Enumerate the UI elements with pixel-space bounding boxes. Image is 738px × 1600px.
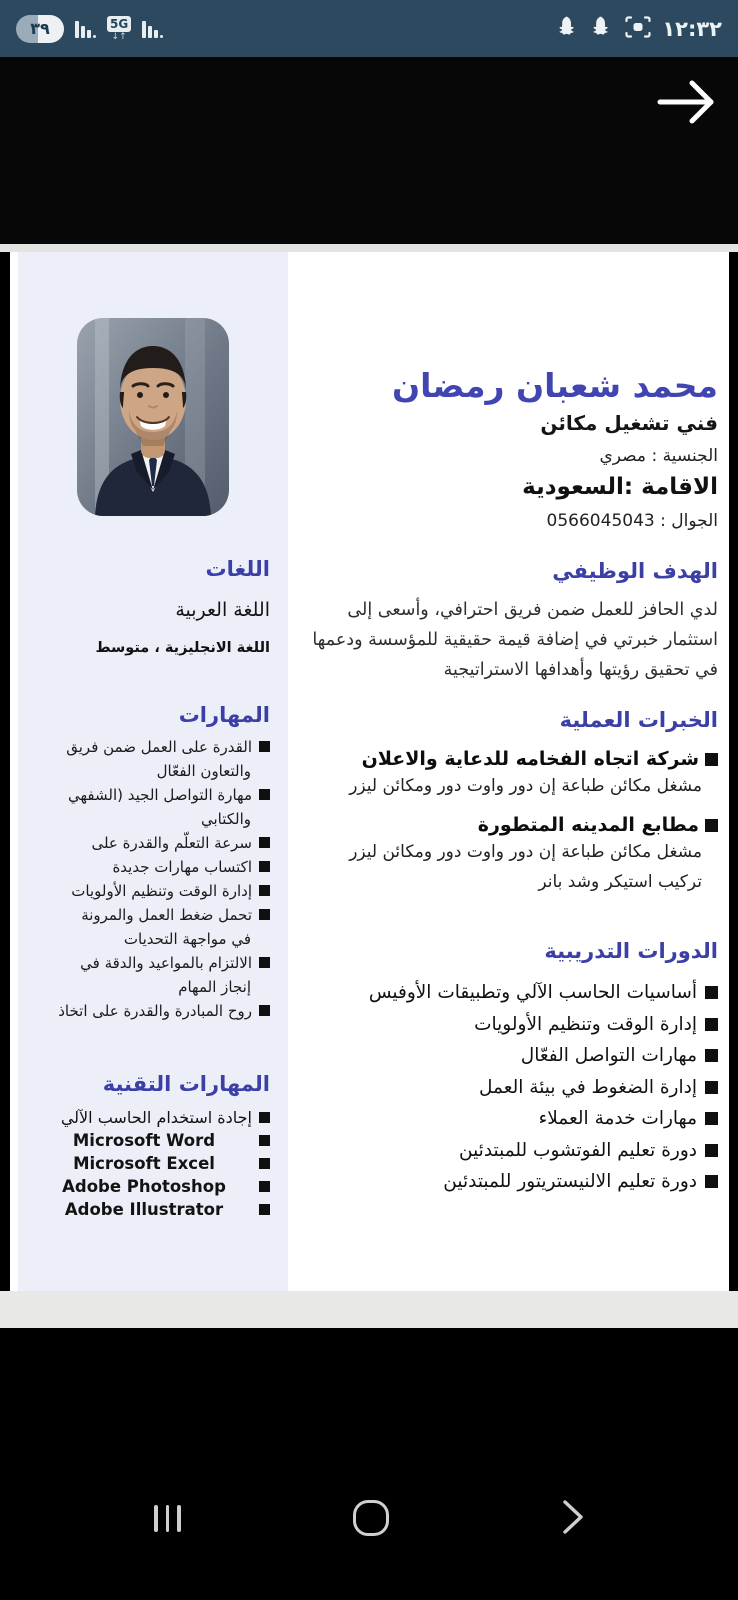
bullet-square-icon (259, 1135, 270, 1146)
bullet-square-icon (259, 957, 270, 968)
bullet-square-icon (259, 1112, 270, 1123)
viewer-header (0, 57, 738, 244)
snapchat-notification-icon (557, 15, 580, 42)
bullet-square-icon (705, 1112, 718, 1125)
battery-percent: ٣٩ (30, 19, 50, 38)
recents-button[interactable] (148, 1499, 187, 1538)
experience-company: مطابع المدينه المتطورة (294, 814, 718, 836)
languages-title: اللغات (205, 557, 270, 581)
bullet-square-icon (259, 789, 270, 800)
bullet-square-icon (259, 861, 270, 872)
training-item: أساسيات الحاسب الآلي وتطبيقات الأوفيس (294, 977, 718, 1009)
experience-detail: مشغل مكائن طباعة إن دور واوت دور ومكائن ليزر (349, 776, 702, 796)
page-bottom-divider (0, 1291, 738, 1328)
bullet-square-icon (259, 909, 270, 920)
experience-title: الخبرات العملية (559, 708, 718, 732)
training-list (294, 977, 718, 1198)
tech-skill-item: إجادة استخدام الحاسب الآلي (36, 1106, 270, 1129)
back-arrow-button[interactable] (654, 73, 718, 133)
skill-item: إدارة الوقت وتنظيم الأولويات (36, 879, 270, 903)
bullet-square-icon (705, 986, 718, 999)
training-item: مهارات التواصل الفعّال (294, 1040, 718, 1072)
cv-page (10, 252, 729, 1291)
home-circle-icon (353, 1500, 389, 1536)
skill-item: مهارة التواصل الجيد (الشفهي (36, 783, 270, 807)
skill-item: الالتزام بالمواعيد والدقة في (36, 951, 270, 975)
bullet-square-icon (705, 1144, 718, 1157)
skill-item-continuation: والكتابي (200, 810, 251, 828)
skill-item: اكتساب مهارات جديدة (36, 855, 270, 879)
data-arrows-icon: ↓↑ (111, 31, 127, 42)
skill-item-continuation: والتعاون الفعّال (156, 762, 251, 780)
bullet-square-icon (259, 1005, 270, 1016)
training-item: دورة تعليم الفوتشوب للمبتدئين (294, 1135, 718, 1167)
snapchat-notification-icon (591, 15, 614, 42)
cv-sidebar (18, 252, 288, 1291)
bullet-square-icon (705, 819, 718, 832)
bullet-square-icon (705, 753, 718, 766)
bullet-square-icon (705, 1049, 718, 1062)
skills-title: المهارات (178, 703, 270, 727)
skill-item: تحمل ضغط العمل والمرونة (36, 903, 270, 927)
nationality-line: الجنسية : مصري (599, 446, 718, 466)
objective-text: لدي الحافز للعمل ضمن فريق احترافي، وأسعى إلى استثمار خبرتي في إضافة قيمة حقيقية للمؤسسة ودعمها في تحقيق رؤيتها وأهدافها الاستراتيجية (312, 600, 718, 680)
clock-time: ١٢:٣٢ (662, 16, 722, 41)
battery-indicator (16, 15, 64, 43)
tech-skill-item: Adobe Photoshop (36, 1175, 270, 1198)
right-arrow-icon (655, 74, 717, 130)
recents-bars-icon (154, 1505, 181, 1532)
skill-item-continuation: في مواجهة التحديات (123, 930, 251, 948)
experience-detail: مشغل مكائن طباعة إن دور واوت دور ومكائن ليزر (349, 842, 702, 862)
objective-title: الهدف الوظيفي (552, 559, 718, 583)
status-left-cluster (16, 15, 163, 43)
bullet-square-icon (705, 1018, 718, 1031)
screenshot-capture-icon (625, 16, 651, 42)
residence-line: الاقامة :السعودية (522, 474, 718, 500)
bullet-square-icon (705, 1081, 718, 1094)
nav-back-button[interactable] (556, 1493, 590, 1544)
android-nav-bar (0, 1462, 738, 1574)
signal-bars-icon (75, 20, 96, 38)
language-item: اللغة الانجليزية ، متوسط (95, 640, 270, 656)
cv-main-column (294, 252, 718, 1198)
tech-skill-item: Microsoft Excel (36, 1152, 270, 1175)
tech-skill-item: Microsoft Word (36, 1129, 270, 1152)
bullet-square-icon (259, 1204, 270, 1215)
bullet-square-icon (259, 741, 270, 752)
training-item: إدارة الوقت وتنظيم الأولويات (294, 1009, 718, 1041)
bullet-square-icon (259, 1181, 270, 1192)
bullet-square-icon (259, 837, 270, 848)
tech-skill-item: Adobe Illustrator (36, 1198, 270, 1221)
tech-skills-list (36, 1106, 270, 1221)
skill-item: سرعة التعلّم والقدرة على (36, 831, 270, 855)
profile-photo (77, 318, 229, 516)
bullet-square-icon (705, 1175, 718, 1188)
experience-company: شركة اتجاه الفخامه للدعاية والاعلان (294, 748, 718, 770)
language-item: اللغة العربية (175, 599, 270, 621)
status-bar (0, 0, 738, 57)
signal-bars-icon (142, 20, 163, 38)
chevron-right-icon (562, 1499, 584, 1535)
bullet-square-icon (259, 885, 270, 896)
skill-item: روح المبادرة والقدرة على اتخاذ (36, 999, 270, 1023)
tech-skills-title: المهارات التقنية (102, 1072, 270, 1096)
home-button[interactable] (347, 1494, 395, 1542)
training-title: الدورات التدريبية (544, 939, 718, 963)
bullet-square-icon (259, 1158, 270, 1169)
skills-list (36, 735, 270, 1023)
network-5g-icon: 5G ↓↑ (107, 16, 131, 42)
training-item: دورة تعليم الالنيستريتور للمبتدئين (294, 1166, 718, 1198)
mobile-line: الجوال : 0566045043 (546, 511, 718, 531)
experience-detail: تركيب استيكر وشد بانر (538, 872, 702, 892)
training-item: مهارات خدمة العملاء (294, 1103, 718, 1135)
skill-item-continuation: إنجاز المهام (178, 978, 251, 996)
skill-item: القدرة على العمل ضمن فريق (36, 735, 270, 759)
page-top-divider (0, 244, 738, 252)
job-title: فني تشغيل مكائن (540, 411, 718, 435)
status-right-cluster (557, 15, 722, 42)
training-item: إدارة الضغوط في بيئة العمل (294, 1072, 718, 1104)
person-name: محمد شعبان رمضان (392, 366, 718, 405)
